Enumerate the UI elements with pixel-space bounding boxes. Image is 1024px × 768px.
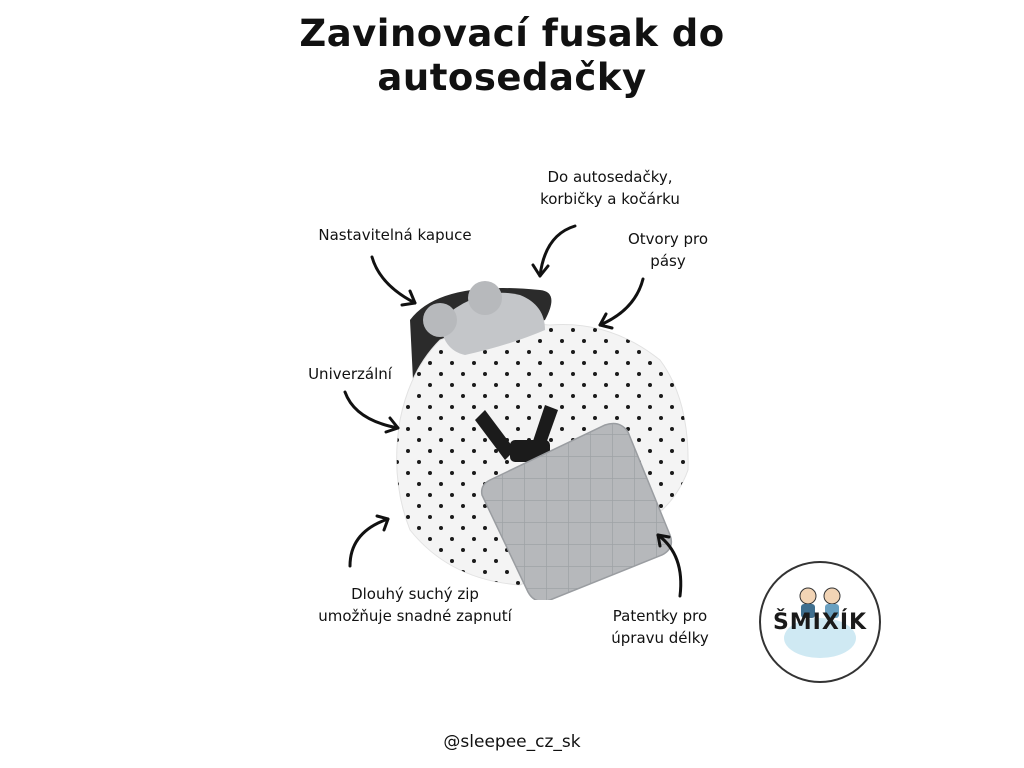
label-snaps: Patentky pro úpravu délky [611, 607, 709, 647]
arrow-hood [372, 257, 415, 303]
social-handle: @sleepee_cz_sk [443, 732, 581, 752]
label-universal: Univerzální [308, 365, 392, 383]
label-seat: Do autosedačky, korbičky a kočárku [540, 168, 680, 208]
label-hood: Nastavitelná kapuce [318, 226, 472, 244]
arrow-belts [600, 279, 643, 325]
arrow-universal [345, 392, 398, 428]
logo-text: ŠMIXÍK [772, 610, 868, 635]
label-zip: Dlouhý suchý zip umožňuje snadné zapnutí [318, 585, 512, 625]
arrow-snaps [658, 535, 681, 596]
smixik-logo [758, 560, 882, 684]
title-line-2: autosedačky [377, 56, 647, 99]
arrow-zip [350, 519, 388, 566]
title-line-1: Zavinovací fusak do [299, 12, 725, 55]
label-belts: Otvory pro pásy [627, 230, 709, 270]
